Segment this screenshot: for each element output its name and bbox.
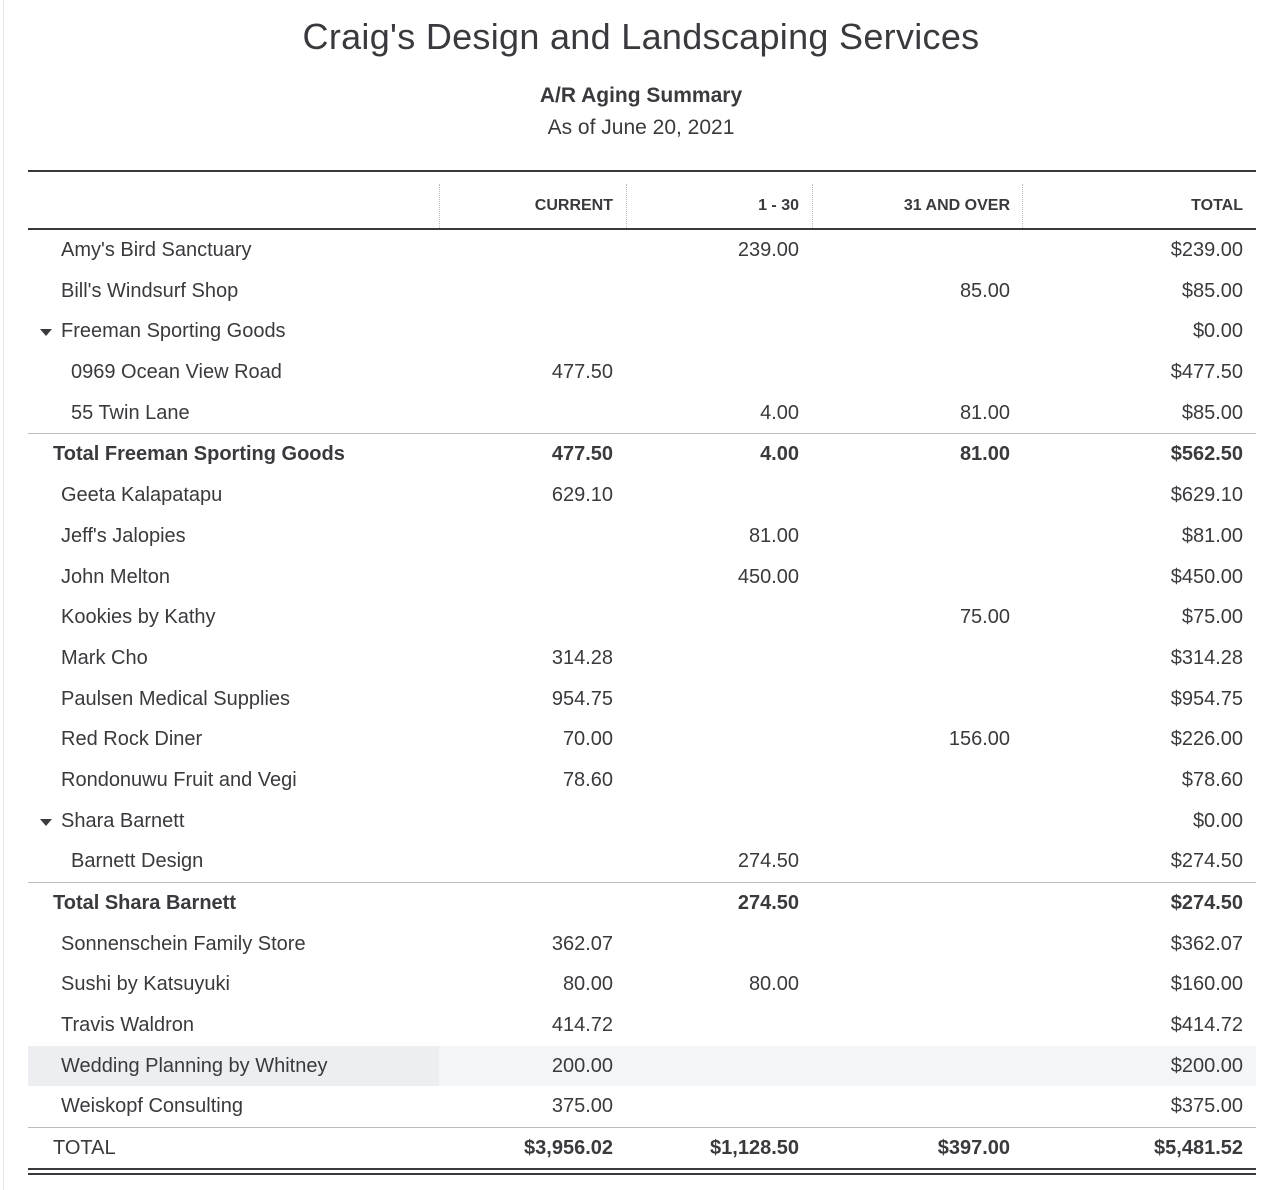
amount-31-and-over[interactable]: 85.00	[959, 279, 1010, 302]
customer-name[interactable]: Sushi by Katsuyuki	[61, 973, 230, 996]
amount-1-30[interactable]: 80.00	[748, 973, 799, 996]
grand-total-current[interactable]: $3,956.02	[524, 1137, 613, 1160]
table-row[interactable]	[28, 964, 1256, 1005]
table-row[interactable]	[28, 679, 1256, 720]
total-amount[interactable]: $200.00	[1170, 1054, 1243, 1077]
current-amount[interactable]: 477.50	[551, 443, 613, 466]
table-row[interactable]	[28, 1005, 1256, 1046]
table-row-group-header[interactable]	[28, 801, 1256, 842]
table-row[interactable]	[28, 924, 1256, 965]
total-amount[interactable]: $160.00	[1170, 973, 1243, 996]
customer-name[interactable]: Amy's Bird Sanctuary	[61, 239, 252, 261]
sub-customer-name[interactable]: Barnett Design	[71, 850, 204, 873]
sub-customer-name[interactable]: 55 Twin Lane	[71, 401, 190, 424]
table-row[interactable]	[28, 393, 1256, 434]
sub-customer-name[interactable]: 0969 Ocean View Road	[71, 361, 282, 384]
current-amount[interactable]: 314.28	[551, 646, 613, 669]
total-amount[interactable]: $629.10	[1170, 484, 1243, 507]
column-separator	[626, 184, 627, 228]
column-header-31-and-over[interactable]: 31 AND OVER	[903, 197, 1010, 214]
grand-total-label: TOTAL	[53, 1137, 116, 1160]
subtotal-label: Total Shara Barnett	[53, 892, 236, 914]
current-amount[interactable]: 200.00	[551, 1054, 613, 1077]
report-date: As of June 20, 2021	[547, 116, 735, 139]
customer-name[interactable]: Geeta Kalapatapu	[61, 484, 223, 507]
total-amount[interactable]: $562.50	[1170, 443, 1243, 466]
total-amount[interactable]: $477.50	[1170, 361, 1243, 384]
total-amount[interactable]: $362.07	[1170, 932, 1243, 955]
current-amount[interactable]: 70.00	[562, 728, 613, 751]
page-left-border	[3, 0, 4, 1190]
total-amount[interactable]: $314.28	[1170, 646, 1243, 669]
customer-name[interactable]: Paulsen Medical Supplies	[61, 687, 291, 710]
total-amount[interactable]: $85.00	[1181, 401, 1243, 424]
table-row[interactable]	[28, 1086, 1256, 1127]
customer-name[interactable]: Shara Barnett	[61, 809, 185, 832]
total-amount[interactable]: $0.00	[1192, 809, 1243, 832]
table-body	[28, 230, 1256, 1175]
customer-name[interactable]: John Melton	[61, 565, 170, 588]
total-amount[interactable]: $0.00	[1192, 320, 1243, 343]
current-amount[interactable]: 80.00	[562, 973, 613, 996]
customer-name[interactable]: Jeff's Jalopies	[61, 524, 186, 547]
total-amount[interactable]: $954.75	[1170, 687, 1243, 710]
amount-1-30[interactable]: 81.00	[748, 524, 799, 547]
grand-total-double-rule	[28, 1168, 1256, 1175]
total-amount[interactable]: $375.00	[1170, 1095, 1243, 1118]
column-header-1-30[interactable]: 1 - 30	[758, 197, 799, 214]
table-row-grand-total[interactable]	[28, 1127, 1256, 1168]
grand-total-total[interactable]: $5,481.52	[1154, 1137, 1243, 1160]
column-header-current[interactable]: CURRENT	[534, 197, 613, 214]
current-amount[interactable]: 629.10	[551, 484, 613, 507]
total-amount[interactable]: $75.00	[1181, 606, 1243, 629]
customer-name[interactable]: Bill's Windsurf Shop	[61, 279, 239, 302]
amount-31-and-over[interactable]: 156.00	[948, 728, 1010, 751]
grand-total-31-and-over[interactable]: $397.00	[937, 1137, 1010, 1160]
total-amount[interactable]: $78.60	[1181, 768, 1243, 791]
column-separator	[1022, 184, 1023, 228]
customer-name[interactable]: Red Rock Diner	[61, 728, 203, 751]
current-amount[interactable]: 375.00	[551, 1095, 613, 1118]
column-header-row	[28, 172, 1256, 230]
current-amount[interactable]: 78.60	[562, 768, 613, 791]
column-header-total[interactable]: TOTAL	[1191, 197, 1243, 214]
grand-total-1-30[interactable]: $1,128.50	[710, 1137, 799, 1160]
customer-name[interactable]: Kookies by Kathy	[61, 606, 216, 629]
table-row[interactable]	[28, 352, 1256, 393]
customer-name[interactable]: Sonnenschein Family Store	[61, 932, 306, 955]
current-amount[interactable]: 954.75	[551, 687, 613, 710]
report-title: A/R Aging Summary	[539, 84, 743, 107]
table-row-subtotal[interactable]	[28, 882, 1256, 924]
amount-31-and-over[interactable]: 81.00	[959, 443, 1010, 466]
table-row[interactable]	[28, 230, 1256, 271]
collapse-caret-icon[interactable]	[40, 329, 52, 336]
current-amount[interactable]: 414.72	[551, 1014, 613, 1037]
customer-name[interactable]: Weiskopf Consulting	[61, 1095, 243, 1118]
collapse-caret-icon[interactable]	[40, 819, 52, 826]
table-row-subtotal[interactable]	[28, 433, 1256, 475]
table-row[interactable]	[28, 719, 1256, 760]
table-row[interactable]	[28, 760, 1256, 801]
table-row[interactable]	[28, 597, 1256, 638]
table-row[interactable]	[28, 638, 1256, 679]
amount-1-30[interactable]: 4.00	[760, 443, 799, 466]
table-row[interactable]	[28, 516, 1256, 557]
total-amount[interactable]: $274.50	[1170, 850, 1243, 873]
table-row[interactable]	[28, 475, 1256, 516]
customer-name[interactable]: Wedding Planning by Whitney	[61, 1054, 328, 1077]
table-row[interactable]	[28, 271, 1256, 312]
total-amount[interactable]: $450.00	[1170, 565, 1243, 588]
customer-name[interactable]: Freeman Sporting Goods	[61, 320, 286, 343]
total-amount[interactable]: $81.00	[1181, 524, 1243, 547]
amount-31-and-over[interactable]: 81.00	[959, 401, 1010, 424]
amount-31-and-over[interactable]: 75.00	[959, 606, 1010, 629]
total-amount[interactable]: $239.00	[1170, 239, 1243, 261]
customer-name[interactable]: Travis Waldron	[61, 1014, 194, 1037]
current-amount[interactable]: 362.07	[551, 932, 613, 955]
amount-1-30[interactable]: 450.00	[737, 565, 799, 588]
amount-1-30[interactable]: 4.00	[760, 401, 799, 424]
total-amount[interactable]: $85.00	[1181, 279, 1243, 302]
company-name: Craig's Design and Landscaping Services	[302, 16, 980, 57]
customer-name[interactable]: Mark Cho	[61, 646, 148, 669]
subtotal-label: Total Freeman Sporting Goods	[53, 443, 345, 466]
column-separator	[812, 184, 813, 228]
table-row[interactable]	[28, 557, 1256, 598]
total-amount[interactable]: $226.00	[1170, 728, 1243, 751]
current-amount[interactable]: 477.50	[551, 361, 613, 384]
table-row-hovered[interactable]	[28, 1046, 1256, 1087]
table-row-group-header[interactable]	[28, 311, 1256, 352]
amount-1-30[interactable]: 239.00	[737, 239, 799, 261]
amount-1-30[interactable]: 274.50	[737, 850, 799, 873]
total-amount[interactable]: $274.50	[1170, 892, 1243, 914]
amount-1-30[interactable]: 274.50	[737, 892, 799, 914]
total-amount[interactable]: $414.72	[1170, 1014, 1243, 1037]
table-row[interactable]	[28, 841, 1256, 882]
customer-name[interactable]: Rondonuwu Fruit and Vegi	[61, 768, 297, 791]
